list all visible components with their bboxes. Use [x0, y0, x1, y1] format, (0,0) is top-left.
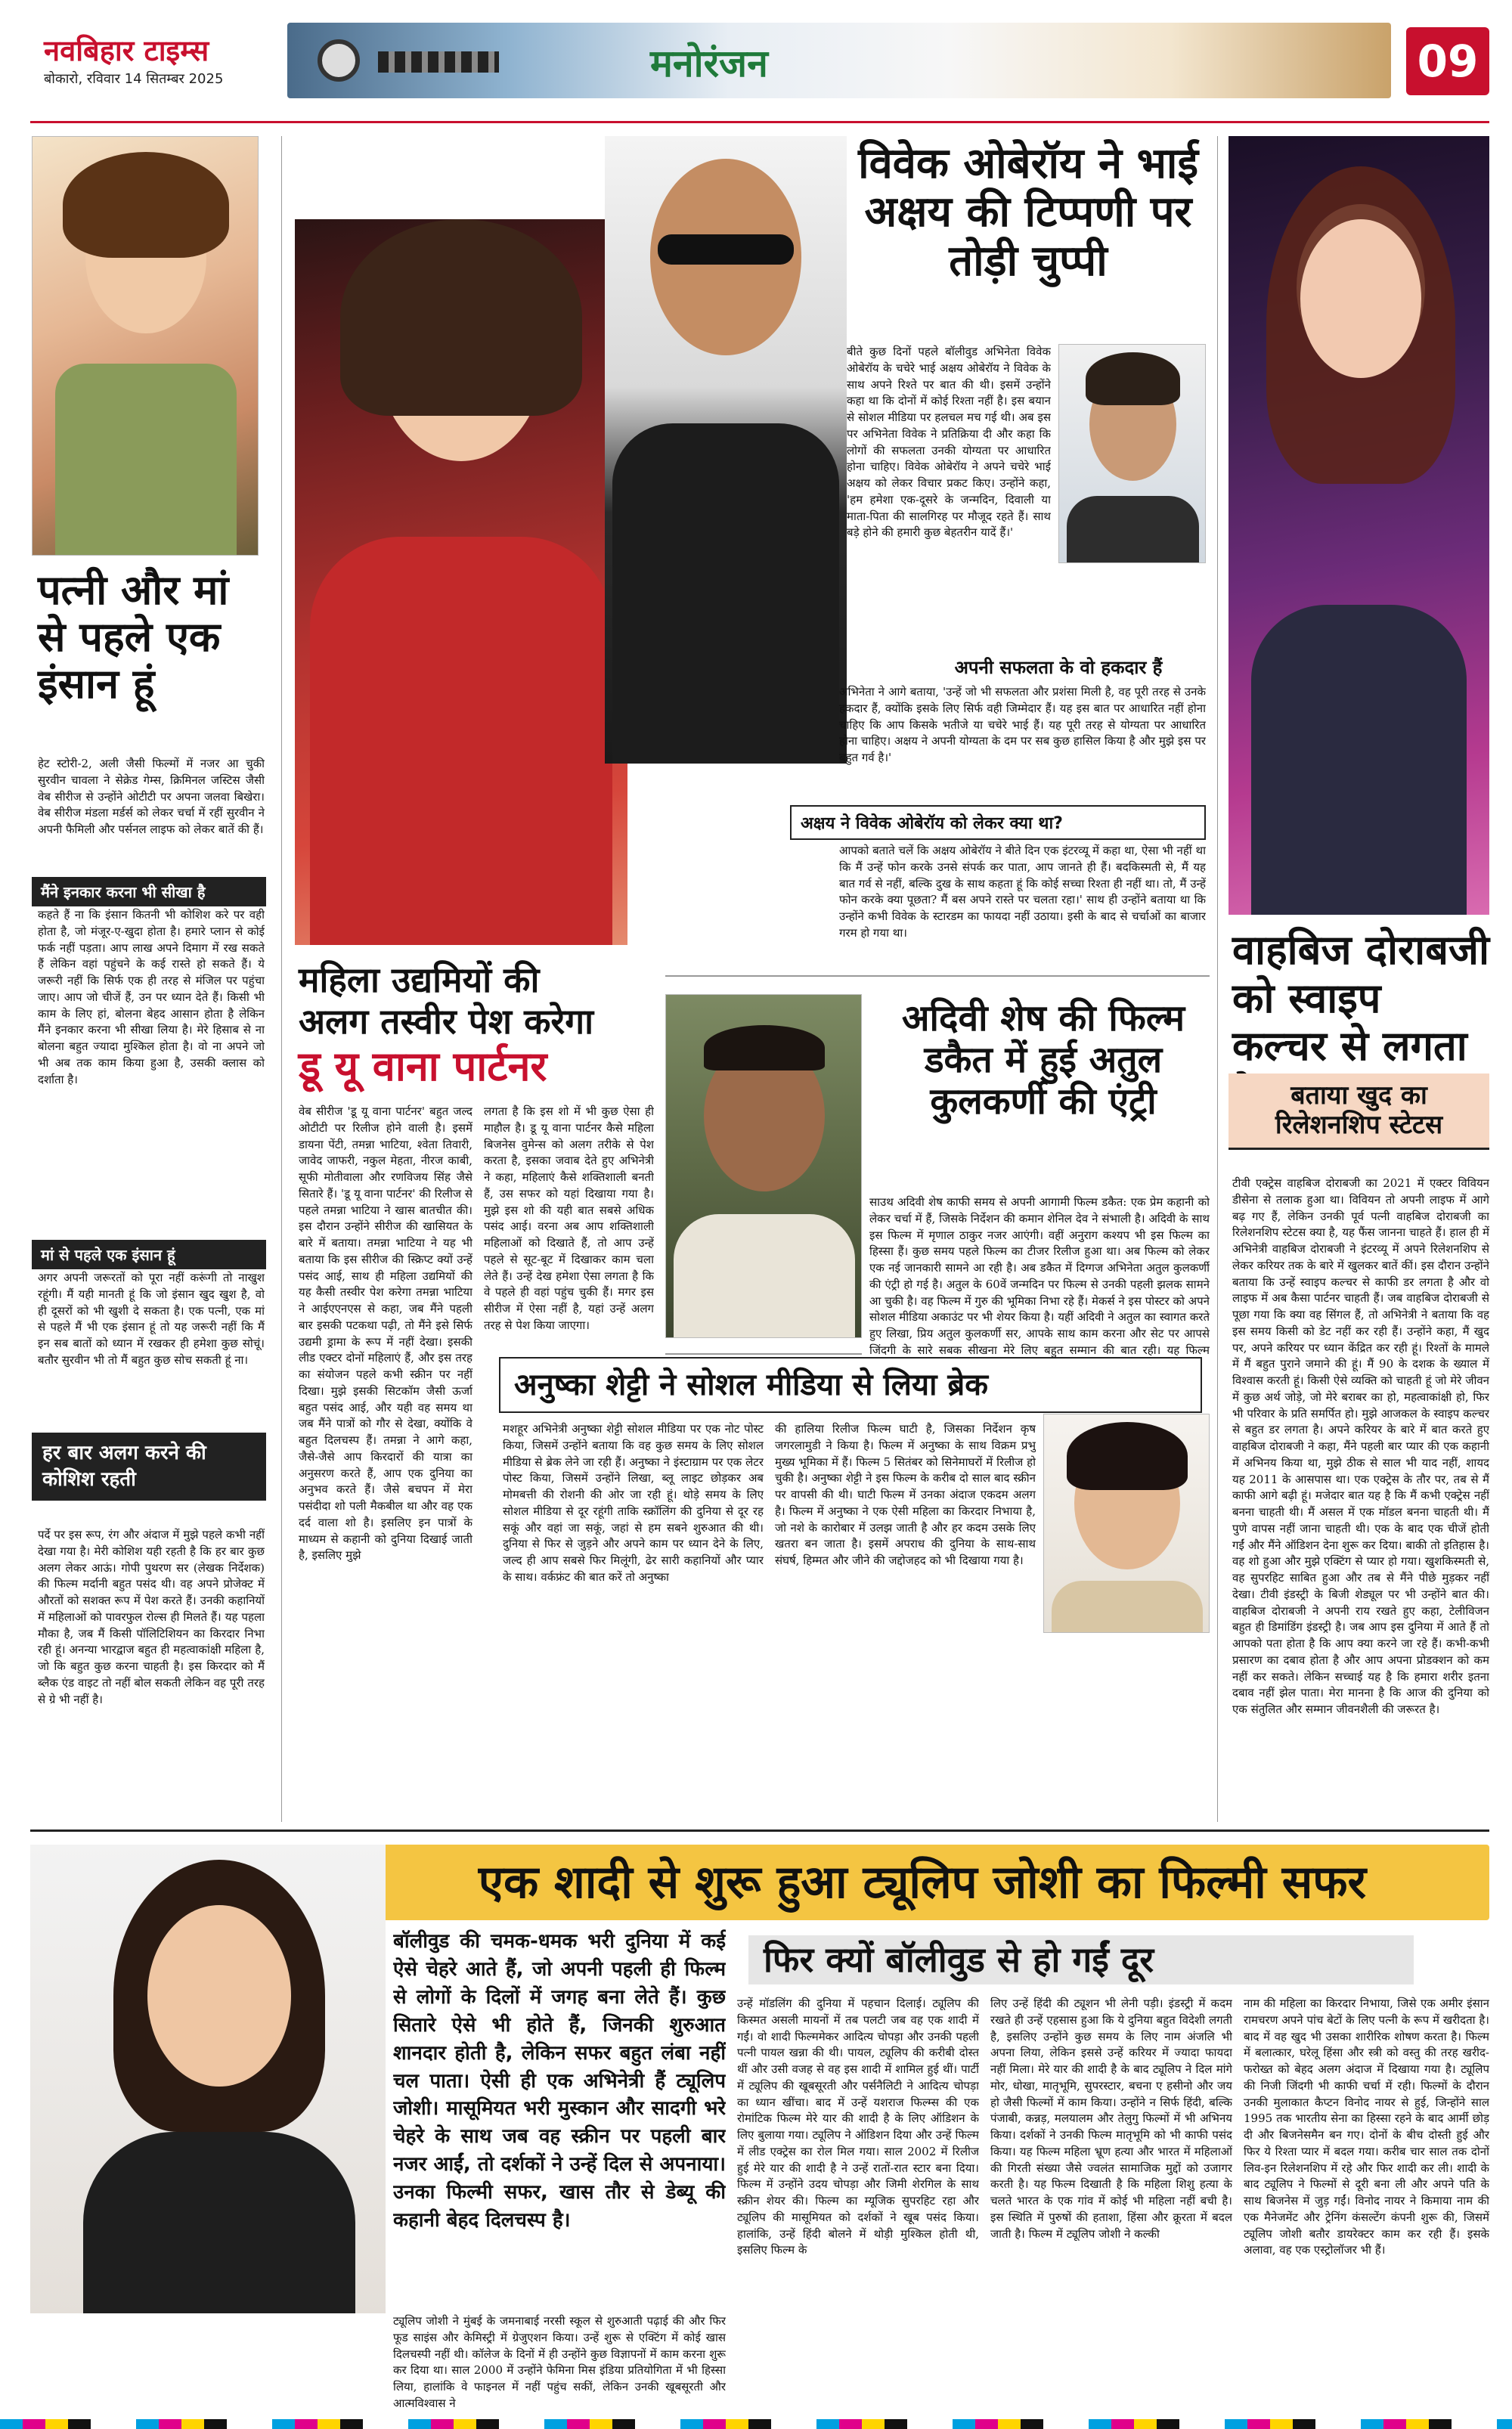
col-divider-1 — [281, 136, 282, 1822]
surveen-para1: कहते हैं ना कि इंसान कितनी भी कोशिश करे पर वही होता है, जो मंजूर-ए-खुदा होता है। हमारे प्लान से कोई फर्क नहीं पड़ता। आप लाख अपने दिमाग में रख सकते हैं लेकिन वहां पहुंचने के कई रास्ते हो सकते हैं। ये जरूरी नहीं कि सिर्फ एक ही तरह से मंजिल पर पहुंचा जाए। आप जो चीजें हैं, उन पर ध्यान देते हैं। किसी भी काम के लिए हां, बोलना बेहद आसान होता है लेकिन मैंने इनकार करना भी सीखा लिया है। मेरे हिसाब से ना बोलना बहुत ज्यादा मुश्किल होता है। वो ना अपने जो भी अब तक काम किया हुआ है, उसकी क्लास को दर्शाता है। — [38, 908, 265, 1086]
tulip-col3: लिए उन्हें हिंदी की ट्यूशन भी लेनी पड़ी। इंडस्ट्री में कदम रखते ही उन्हें एहसास हुआ कि ये दुनिया बहुत विदेशी लगती है, इसलिए उन्होंने कुछ समय के लिए नाम अंजलि भी अपना लिया, लेकिन इससे उन्हें करियर में ज्यादा फायदा नहीं मिला। मेरे यार की शादी है के बाद ट्यूलिप ने दिल मांगे मोर, धोखा, मातृभूमि, सुपरस्टार, बचना ए हसीनो और जय हो जैसी फिल्मों में काम किया। उन्होंने न सिर्फ हिंदी, बल्कि पंजाबी, कन्नड़, मलयालम और तेलुगु फिल्मों में भी अभिनय किया। दर्शकों ने उनकी फिल्म मातृभूमि को भी काफी पसंद किया। यह फिल्म महिला भ्रूण हत्या और भारत में महिलाओं की गिरती संख्या जैसे ज्वलंत सामाजिक मुद्दों को उजागर करती है। यह फिल्म दिखाती है कि महिला शिशु हत्या के चलते भारत के एक गांव में कोई भी महिला नहीं बची है। इस स्थिति में पुरुषों की हताशा, हिंसा और क्रूरता में बदल जाती है। फिल्म में ट्यूलिप जोशी ने कल्की — [990, 1997, 1232, 2241]
vahbiz-body: टीवी एक्ट्रेस वाहबिज दोराबजी का 2021 में एक्टर विवियन डीसेना से तलाक हुआ था। विवियन तो अपनी लाइफ में आगे बढ़ गए हैं, लेकिन उनकी पूर्व पत्नी वाहबिज दोराबजी का रिलेशनशिप स्टेटस क्या है, यह फैंस जानना चाहते हैं। हाल ही में अभिनेत्री वाहबिज दोराबजी ने इंटरव्यू में अपने रिलेशनशिप से लेकर करियर तक के बारे में खुलकर बातें कीं। इस दौरान उन्होंने बताया कि उन्हें स्वाइप कल्चर से काफी डर लगता है और वो लाइफ में अब कैसा पार्टनर चाहती हैं। जब वाहबिज दोराबजी से पूछा गया कि क्या वह सिंगल हैं, तो अभिनेत्री ने बताया कि वह इस समय किसी को डेट नहीं कर रही हैं। उन्होंने कहा, मैं खुद पर, अपने करियर पर ध्यान केंद्रित कर रही हूं। रिश्तों के मामले में मैं बहुत पुराने जमाने की हूं। मैं 90 के दशक के ख्याल में विश्वास करती हूं। किसी ऐसे व्यक्ति को चाहती हूं जो मेरे जीवन में कुछ अर्थ जोड़े, जो मेरे बराबर का हो, महत्वाकांक्षी हो, फिर भी परिवार के प्रति समर्पित हो। मुझे आजकल के स्वाइप कल्चर से बहुत डर लगता है। अपने करियर के बारे में बात करते हुए वाहबिज दोराबजी ने कहा, मैंने पहली बार प्यार की एक कहानी में अभिनय किया था, मुझे ठीक से साल भी याद नहीं, शायद यह 2011 के आसपास था। एक एक्ट्रेस के तौर पर, तब से मैं काफी आगे बढ़ी हूं। मजेदार बात यह है कि मैं कभी एक्ट्रेस नहीं बनना चाहती थी। मैं असल में एक मॉडल बनना चाहती थी। मैं पुणे वापस नहीं जाना चाहती थी। एक के बाद एक चीजें होती गईं और मैंने ऑडिशन देना शुरू कर दिया। बाकी तो इतिहास है। वह शो हुआ और मुझे एक्टिंग से प्यार हो गया। खुशकिस्मती से, वह सुपरहिट साबित हुआ और तब से मैंने पीछे मुड़कर नहीं देखा। टीवी इंडस्ट्री के बिजी शेड्यूल पर भी उन्होंने बात की। वाहबिज दोराबजी ने अपनी राय रखते हुए कहा, टेलीविजन बहुत ही डिमांडिंग इंडस्ट्री है। जब आप इस दुनिया में आते हैं तो आपको पता होता है कि आप क्या करने जा रहे हैं। कभी-कभी प्रसारण का दबाव होता है और आप अपना प्रोडक्शन को कम नहीं कर सकते। लेकिन सच्चाई यह है कि हमारा शरीर इतना दबाव नहीं झेल पाता। मेरा मानना है कि आज की दुनिया को एक संतुलित और सम्मान जीवनशैली की जरूरत है। — [1232, 1176, 1489, 1716]
tulip-subhead: फिर क्यों बॉलीवुड से हो गईं दूर — [748, 1935, 1414, 1984]
masthead-rule — [30, 121, 1489, 123]
vahbiz-photo — [1228, 136, 1489, 915]
section-title: मनोरंजन — [650, 42, 768, 85]
anushka-col2: की हालिया रिलीज फिल्म घाटी है, जिसका निर्देशन कृष जगरलामुडी ने किया है। फिल्म में अनुष्का के साथ विक्रम प्रभु मुख्य भूमिका में हैं। फिल्म 5 सितंबर को सिनेमाघरों में रिलीज हो चुकी है। अनुष्का शेट्टी ने इस फिल्म के करीब दो साल बाद स्क्रीन पर वापसी की थी। घाटी फिल्म में उनका अंदाज एकदम अलग है। फिल्म में अनुष्का ने एक ऐसी महिला का किरदार निभाया है, जो नशे के कारोबार में उलझ जाती है और हर कदम उसके लिए खतरा बन जाता है। इसमें अपराध की दुनिया के साथ-साथ संघर्ष, हिम्मत और जीने की जद्दोजहद को भी दिखाया गया है। — [775, 1422, 1036, 1567]
surveen-sub1: मैंने इनकार करना भी सीखा है — [32, 877, 266, 906]
tulip-intro: बॉलीवुड की चमक-धमक भरी दुनिया में कई ऐसे चेहरे आते हैं, जो अपनी पहली ही फिल्म से लोगों के दिलों में जगह बना लेते हैं। कुछ सितारे ऐसे भी होते हैं, जिनकी शुरुआत शानदार होती है, लेकिन सफर बहुत लंबा नहीं चल पाता। ऐसी ही एक अभिनेत्री हैं ट्यूलिप जोशी। मासूमियत भरी मुस्कान और सादगी भरे चेहरे के साथ जब वह स्क्रीन पर पहली बार नजर आईं, तो दर्शकों ने उन्हें दिल से अपनाया। उनका फिल्मी सफर, खास तौर से डेब्यू की कहानी बेहद दिलचस्प है। — [393, 1930, 726, 2232]
tulip-top-rule — [30, 1829, 1489, 1832]
surveen-sub3: हर बार अलग करने की कोशिश रहती — [32, 1433, 266, 1501]
surveen-para2: अगर अपनी जरूरतों को पूरा नहीं करूंगी तो नाखुश रहूंगी। मैं यही मानती हूं कि जो इंसान खुद खुश है, वो ही दूसरों को भी खुशी दे सकता है। एक पत्नी, एक मां से पहले मैं भी एक इंसान हूं तो यह जरूरी नहीं कि मैं इन सब बातों को ध्यान में रखकर ही हमेशा कुछ सोचूं। बतौर सुरवीन भी तो मैं बहुत कुछ सोच सकती हूं ना। — [38, 1271, 265, 1367]
anushka-col1: मशहूर अभिनेत्री अनुष्का शेट्टी सोशल मीडिया पर एक नोट पोस्ट किया, जिसमें उन्होंने बताया कि वह कुछ समय के लिए सोशल मीडिया से ब्रेक लेने जा रही हैं। अनुष्का ने इंस्टाग्राम पर एक लेटर पोस्ट किया, जिसमें उन्होंने लिखा, ब्लू लाइट छोड़कर अब मोमबत्ती की रोशनी की ओर जा रही हूं। थोड़े समय के लिए सोशल मीडिया से दूर रहूंगी ताकि स्क्रॉलिंग की दुनिया से दूर रह सकूं और वहां जा सकूं, जहां से हम सबने शुरुआत की थी। दुनिया से फिर से जुड़ने और अपने काम पर ध्यान देने के लिए, जल्द ही आप सबसे फिर मिलूंगी, ढेर सारी कहानियों और प्यार के साथ। वर्कफ्रंट की बात करें तो अनुष्का — [503, 1422, 764, 1584]
surveen-headline: पत्नी और मां से पहले एक इंसान हूं — [38, 566, 229, 708]
film-reel-icon — [318, 39, 360, 82]
tulip-col2: उन्हें मॉडलिंग की दुनिया में पहचान दिलाई। ट्यूलिप की किस्मत असली मायनों में तब पलटी जब वह एक शादी में गईं। वो शादी फिल्ममेकर आदित्य चोपड़ा और उनकी पहली पत्नी पायल खन्ना की थी। पायल, ट्यूलिप की करीबी दोस्त थीं और उसी वजह से वह इस शादी में शामिल हुई थीं। पार्टी में ट्यूलिप की खूबसूरती और पर्सनैलिटी ने आदित्य चोपड़ा का ध्यान खींचा। बाद में उन्हें यशराज फिल्म्स की एक रोमांटिक फिल्म मेरे यार की शादी है के लिए ऑडिशन के लिए बुलाया गया। ट्यूलिप ने ऑडिशन दिया और उन्हें फिल्म में लीड एक्ट्रेस का रोल मिल गया। साल 2002 में रिलीज हुई मेरे यार की शादी है ने उन्हें रातों-रात स्टार बना दिया। फिल्म में उन्होंने उदय चोपड़ा और जिमी शेरगिल के साथ स्क्रीन शेयर की। फिल्म का म्यूजिक सुपरहिट रहा और ट्यूलिप की मासूमियत को दर्शकों ने खूब पसंद किया। हालांकि, उन्हें हिंदी बोलने में थोड़ी मुश्किल होती थी, इसलिए फिल्म के — [737, 1997, 979, 2257]
anushka-photo — [1043, 1414, 1210, 1633]
tamannaah-col2: लगता है कि इस शो में भी कुछ ऐसा ही माहौल है। डू यू वाना पार्टनर कैसे महिला बिजनेस वुमेन्स को अलग तरीके से पेश करता है, इसका जवाब देते हुए अभिनेत्री ने कहा, महिलाएं कैसे शक्तिशाली बनती हैं, उस सफर को यहां दिखाया गया है। मुझे इस शो की यही बात सबसे अधिक पसंद आई। वरना अब आप शक्तिशाली महिलाओं को दिखाते हैं, तो आप उन्हें पहले से सूट-बूट में दिखाकर काम चला लेते हैं। उन्हें देख हमेशा ऐसा लगता है कि वे पहले ही वहां पहुंच चुकी हैं। मगर इस सीरीज में ऐसा नहीं है, यहां उन्हें अलग तरह से पेश किया जाएगा। — [484, 1105, 654, 1332]
vivek-photo — [605, 136, 847, 764]
surveen-photo — [32, 136, 259, 556]
col-divider-right — [1217, 136, 1218, 1822]
tamannaah-headline-red: डू यू वाना पार्टनर — [299, 1043, 547, 1090]
tamannaah-photo — [295, 219, 627, 945]
dateline: बोकारो, रविवार 14 सितम्बर 2025 — [44, 71, 224, 87]
anushka-headline: अनुष्का शेट्टी ने सोशल मीडिया से लिया ब्रेक — [499, 1357, 1202, 1413]
page-number: 09 — [1406, 27, 1489, 95]
paper-name: नवबिहार टाइम्स — [44, 34, 209, 67]
tamannaah-col1: वेब सीरीज 'डू यू वाना पार्टनर' बहुत जल्द ओटीटी पर रिलीज होने वाली है। इसमें डायना पेंटी, तमन्ना भाटिया, श्वेता तिवारी, जावेद जाफरी, नकुल मेहता, नीरज काबी, सूफी मोतीवाला और रणविजय सिंह जैसे सितारे हैं। 'डू यू वाना पार्टनर' की रिलीज से पहले तमन्ना भाटिया ने खास बातचीत की। इस दौरान उन्होंने सीरीज की खासियत के बारे में बताया। तमन्ना भाटिया ने यह भी बताया कि इस सीरीज की स्क्रिप्ट क्यों उन्हें पसंद आई, साथ ही महिला उद्यमियों की यह कैसी तस्वीर पेश करेगा तमन्ना भाटिया ने आईएएनएस से कहा, जब मैंने पहली बार इसकी पटकथा पढ़ी, तो मैंने इसे सिर्फ उद्यमी ड्रामा के रूप में नहीं देखा। इसकी लीड एक्टर दोनों महिलाएं हैं, और इस तरह का संयोजन पहले कभी स्क्रीन पर नहीं दिखा। मुझे इसकी सिटकॉम जैसी ऊर्जा बहुत पसंद आई, और यही वह समय था जब मैंने पात्रों को गौर से देखा, क्योंकि वे बहुत दिलचस्प हैं। तमन्ना ने आगे कहा, जैसे-जैसे आप किरदारों की यात्रा का अनुसरण करते हैं, आप एक दुनिया का अनुभव करते हैं। जैसे बचपन में मेरा पसंदीदा शो पली मैकबील था और वह एक दर्द वाला शो है। इसलिए इन पात्रों के माध्यम से कहानी को दुनिया दिखाई जाती है, इसलिए मुझे — [299, 1105, 472, 1563]
surveen-para3: पर्दे पर इस रूप, रंग और अंदाज में मुझे पहले कभी नहीं देखा गया है। मेरी कोशिश यही रहती है कि हर बार कुछ अलग लेकर आऊं। गोपी पुथरण सर (लेखक निर्देशक) की फिल्म मर्दानी बहुत पसंद थी। वह अपने प्रोजेक्ट में औरतों को सशक्त रूप में पेश करते हैं। उनकी कहानियों में महिलाओं को पावरफुल रोल्स ही मिलते हैं। यह पहला मौका है, जब मैं किसी पॉलिटिशियन का किरदार निभा रही हूं। अनन्या भारद्वाज बहुत ही महत्वाकांक्षी महिला है, जो कि बहुत कुछ करना चाहती है। इस किरदार को मैं ब्लैक एंड वाइट तो नहीं बोल सकती लेकिन वह पूरी तरह से ग्रे भी नहीं है। — [38, 1528, 265, 1706]
atul-body: साउथ अदिवी शेष काफी समय से अपनी आगामी फिल्म डकैत: एक प्रेम कहानी को लेकर चर्चा में हैं, जिसके निर्देशन की कमान शेनिल देव ने संभाली है। अदिवी के साथ इस फिल्म में मृणाल ठाकुर नजर आएंगी। वहीं अनुराग कश्यप भी इस फिल्म का हिस्सा हैं। कुछ समय पहले फिल्म का टीजर रिलीज हुआ था। अब फिल्म को लेकर एक नई जानकारी सामने आ रही है। अब डकैत में दिग्गज अभिनेता अतुल कुलकर्णी की एंट्री हो गई है। अतुल के 60वें जन्मदिन पर फिल्म से उनकी पहली झलक सामने आ चुकी है। वह फिल्म में गुरु की भूमिका निभा रहे हैं। मेकर्स ने इस पोस्टर को अपने सोशल मीडिया अकाउंट पर भी शेयर किया है। यहीं अदिवी ने अतुल का स्वागत करते हुए लिखा, प्रिय अतुल कुलकर्णी सर, आपके साथ काम करना और सेट पर आपसे जिंदगी के सारे सबक सीखना मेरे लिए बहुत सम्मान की बात रही। यह फिल्म — [869, 1195, 1210, 1357]
vahbiz-subhead: बताया खुद का रिलेशनशिप स्टेटस — [1228, 1074, 1489, 1150]
tulip-headline: एक शादी से शुरू हुआ ट्यूलिप जोशी का फिल्मी सफर — [355, 1845, 1489, 1920]
vivek-sub1: अपनी सफलता के वो हकदार हैं — [954, 657, 1163, 678]
atul-divider — [665, 1353, 862, 1355]
vivek-para2: अभिनेता ने आगे बताया, 'उन्हें जो भी सफलता और प्रशंसा मिली है, वह पूरी तरह से उनके हकदार हैं, क्योंकि इसके लिए सिर्फ वही जिम्मेदार हैं। यह इस बात पर आधारित नहीं होना चाहिए कि आप किसके भतीजे या चचेरे भाई हैं। यह पूरी तरह से योग्यता पर आधारित होना चाहिए। अक्षय ने अपनी योग्यता के दम पर सब कुछ हासिल किया है और मुझे इस पर बहुत गर्व है।' — [839, 685, 1206, 764]
akshay-oberoi-photo — [1058, 344, 1206, 563]
atul-headline: अदिवी शेष की फिल्म डकैत में हुई अतुल कुलकर्णी की एंट्री — [901, 997, 1185, 1123]
vivek-divider — [665, 975, 1210, 977]
vahbiz-headline: वाहबिज दोराबजी को स्वाइप कल्चर से लगता — [1232, 926, 1489, 1070]
surveen-intro: हेट स्टोरी-2, अली जैसी फिल्मों में नजर आ चुकी सुरवीन चावला ने सेक्रेड गेम्स, क्रिमिनल जस्टिस जैसी वेब सीरीज से उन्होंने ओटीटी पर अपना जलवा बिखेरा। वेब सीरीज मंडला मर्डर्स को लेकर चर्चा में रहीं सुरवीन ने अपनी फैमिली और पर्सनल लाइफ को लेकर बातें की हैं। — [38, 757, 265, 836]
vivek-para3: आपको बताते चलें कि अक्षय ओबेरॉय ने बीते दिन एक इंटरव्यू में कहा था, ऐसा भी नहीं था कि मैं उन्हें फोन करके उनसे संपर्क कर पाता, आप जानते ही हैं। बदकिस्मती से, मैं यह बात गर्व से नहीं, बल्कि दुख के साथ कहता हूं कि कोई सच्चा रिश्ता ही नहीं था। तो, मैं उन्हें फोन करके क्या पूछता? मैं बस अपने रास्ते पर चलता रहा।' साथ ही उन्होंने बताया था कि उन्होंने कभी विवेक के स्टारडम का फायदा नहीं उठाया। इसी के बाद से चर्चाओं का बाजार गरम हो गया था। — [839, 844, 1206, 940]
vivek-sub2: अक्षय ने विवेक ओबेरॉय को लेकर क्या था? — [790, 805, 1206, 840]
tamannaah-headline-line2: अलग तस्वीर पेश करेगा — [299, 1001, 594, 1042]
tulip-col4: नाम की महिला का किरदार निभाया, जिसे एक अमीर इंसान रामचरण अपने पांच बेटों के लिए पत्नी के रूप में खरीदता है। बाद में वह खुद भी उसका शारीरिक शोषण करता है। फिल्म में बलात्कार, घरेलू हिंसा और स्त्री को वस्तु की तरह खरीद-फरोख्त को बेहद अलग अंदाज में दिखाया गया है। ट्यूलिप की निजी जिंदगी भी काफी चर्चा में रही। फिल्मों के दौरान उनकी मुलाकात कैप्टन विनोद नायर से हुई, जिन्होंने साल 1995 तक भारतीय सेना का हिस्सा रहने के बाद आर्मी छोड़ दी और बिजनेसमैन बन गए। दोनों के बीच दोस्ती हुई और फिर ये रिश्ता प्यार में बदल गया। करीब चार साल तक दोनों लिव-इन रिलेशनशिप में रहे और फिर शादी कर ली। शादी के बाद ट्यूलिप ने फिल्मों से दूरी बना ली और अपने पति के साथ बिजनेस में जुड़ गईं। विनोद नायर ने किमाया नाम की एक मैनेजमेंट और ट्रेनिंग कंसल्टेंग कंपनी शुरू की, जिसमें ट्यूलिप जोशी बतौर डायरेक्टर काम कर रही हैं। इसके अलावा, वह एक एस्ट्रोलॉजर भी हैं। — [1244, 1997, 1489, 2257]
vivek-para1: बीते कुछ दिनों पहले बॉलीवुड अभिनेता विवेक ओबेरॉय के चचेरे भाई अक्षय ओबेरॉय ने विवेक के साथ अपने रिश्ते पर बात की थी। इसमें उन्होंने कहा था कि दोनों में कोई रिश्ता नहीं है। इस बयान से सोशल मीडिया पर हलचल मच गई थी। अब इस पर अभिनेता विवेक ने प्रतिक्रिया दी और कहा कि लोगों की सफलता उनकी योग्यता पर आधारित होना चाहिए। विवेक ओबेरॉय ने अपने चचेरे भाई अक्षय को लेकर विचार प्रकट किए। उन्होंने कहा, 'हम हमेशा एक-दूसरे के जन्मदिन, दिवाली या माता-पिता की सालगिरह पर मौजूद रहते हैं। साथ बड़े होने की हमारी कुछ बेहतरीन यादें हैं।' — [847, 345, 1051, 540]
film-strip-icon — [378, 51, 499, 73]
tulip-photo — [30, 1845, 386, 2313]
tulip-col1: ट्यूलिप जोशी ने मुंबई के जमनाबाई नरसी स्कूल से शुरुआती पढ़ाई की और फिर फूड साइंस और केमिस्ट्री में ग्रेजुएशन किया। उन्हें शुरू से एक्टिंग में कोई खास दिलचस्पी नहीं थी। कॉलेज के दिनों में ही उन्होंने कुछ विज्ञापनों में काम करना शुरू कर दिया था। साल 2000 में उन्होंने फेमिना मिस इंडिया प्रतियोगिता में भी हिस्सा लिया, हालांकि वे फाइनल में नहीं पहुंच सकीं, लेकिन उनकी खूबसूरती और आत्मविश्वास ने — [393, 2314, 726, 2410]
vivek-headline: विवेक ओबेरॉय ने भाई अक्षय की टिप्पणी पर तोड़ी चुप्पी — [858, 139, 1198, 286]
masthead — [0, 0, 1512, 113]
registration-marks — [0, 2419, 1512, 2429]
surveen-sub2: मां से पहले एक इंसान हूं — [32, 1240, 266, 1269]
masthead-banner — [287, 23, 1391, 98]
tamannaah-headline-line1: महिला उद्यमियों की — [299, 959, 540, 1000]
atul-photo — [665, 994, 862, 1338]
